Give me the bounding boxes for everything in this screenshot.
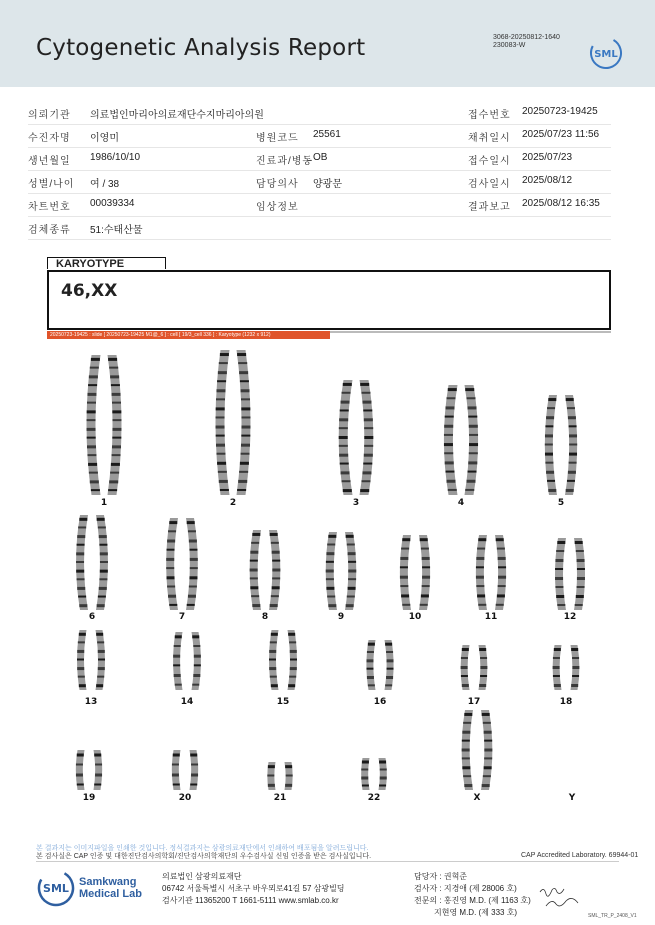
chromosome-label: 14 [180, 697, 194, 707]
chromosome-label: 3 [352, 498, 360, 508]
info-label: 채취일시 [468, 133, 511, 144]
info-label: 차트번호 [28, 202, 71, 213]
chromosome-label: X [473, 793, 481, 803]
cap-accreditation: CAP Accredited Laboratory. 69944-01 [521, 852, 639, 859]
chromosome-label: 18 [559, 697, 573, 707]
chromosome-pair-17 [461, 645, 488, 690]
info-label: 수진자명 [28, 133, 71, 144]
info-label: 검사일시 [468, 179, 511, 190]
chromosome-label: 5 [557, 498, 565, 508]
footer-print-notice: 본 결과지는 이미지파일을 인쇄한 것입니다. 정식결과지는 삼광의료재단에서 인쇄하여 배포됨을 알려드립니다. [36, 845, 369, 852]
chromosome-label: 19 [82, 793, 96, 803]
info-value: 이영미 [90, 133, 119, 144]
chromosome-label: 1 [100, 498, 108, 508]
chromosome-label: 22 [367, 793, 381, 803]
info-label: 진료과/병동 [256, 156, 314, 167]
info-value: 51:수태산물 [90, 225, 143, 236]
chromosome-label: 4 [457, 498, 465, 508]
info-label: 의뢰기관 [28, 110, 71, 121]
info-label: 성별/나이 [28, 179, 75, 190]
info-label: 검체종류 [28, 225, 71, 236]
chromosome-label: 16 [373, 697, 387, 707]
chromosome-label: 15 [276, 697, 290, 707]
chromosome-label: 17 [467, 697, 481, 707]
sml-logo [589, 36, 623, 70]
karyotype-result-box [47, 270, 611, 330]
chromosome-pair-14 [173, 632, 201, 690]
info-label: 접수일시 [468, 156, 511, 167]
karyotype-label: KARYOTYPE [47, 257, 166, 269]
chromosome-label: 11 [484, 612, 498, 622]
footer-accreditation-notice: 본 검사실은 CAP 인증 및 대한진단검사의학회/진단검사의학재단의 우수검사실 신임 인증을 받은 검사실입니다. [36, 853, 372, 860]
handwritten-signature [536, 882, 586, 912]
info-value: 20250723-19425 [522, 106, 598, 117]
karyotype-image-caption [47, 331, 611, 339]
chromosome-pair-15 [269, 630, 297, 690]
sml-bottom-logo-text: SML [43, 882, 69, 895]
info-value: 00039334 [90, 198, 135, 209]
chromosome-pair-5 [545, 395, 577, 495]
report-header [0, 0, 655, 87]
info-row [28, 101, 611, 125]
report-title: Cytogenetic Analysis Report [36, 35, 366, 61]
info-label: 임상정보 [256, 202, 299, 213]
chromosome-pair-9 [326, 532, 357, 610]
chromosome-label: 13 [84, 697, 98, 707]
karyotype-value: 46,XX [61, 281, 118, 301]
caption-divider [330, 331, 611, 333]
info-value: 양광문 [313, 179, 342, 190]
info-value: 1986/10/10 [90, 152, 141, 163]
chromosome-label: Y [568, 793, 576, 803]
chromosome-label: 9 [337, 612, 345, 622]
chromosome-pair-18 [553, 645, 580, 690]
info-value: 여 / 38 [90, 179, 120, 190]
info-label: 접수번호 [468, 110, 511, 121]
info-value: 2025/08/12 [522, 175, 573, 186]
image-caption-text: 20250723-19425 : slide [ 20250723-19425 M1@_6 ] : cell [ 19/3_cell 336 ] : Karyotype (1232 x 912) [47, 331, 330, 339]
info-label: 병원코드 [256, 133, 299, 144]
info-value: OB [313, 152, 328, 163]
staff-signatures: 담당자 : 권혁준 검사자 : 지경애 (제 28006 호) 전문의 : 홍진영 M.D. (제 1163 호) 지현영 M.D. (제 333 호) [414, 872, 531, 917]
info-label: 결과보고 [468, 202, 511, 213]
chromosome-pair-10 [400, 535, 430, 610]
chromosome-label: 12 [563, 612, 577, 622]
chromosome-label: 7 [178, 612, 186, 622]
chromosome-pair-20 [172, 750, 198, 790]
chromosome-pair-4 [444, 385, 478, 495]
chromosome-pair-16 [366, 640, 393, 690]
chromosome-pair-13 [77, 630, 105, 690]
chromosome-pair-22 [361, 758, 387, 790]
chromosome-label: 2 [229, 498, 237, 508]
info-value: 2025/07/23 11:56 [522, 129, 600, 140]
chromosome-pair-3 [339, 380, 374, 495]
chromosome-pair-19 [76, 750, 102, 790]
info-value: 2025/08/12 16:35 [522, 198, 600, 209]
chromosome-pair-6 [76, 515, 108, 610]
chromosome-pair-21 [267, 762, 292, 790]
chromosome-pair-8 [250, 530, 281, 610]
chromosome-pair-2 [216, 350, 251, 495]
chromosome-pair-11 [476, 535, 506, 610]
chromosome-pair-12 [555, 538, 585, 610]
footer-divider [36, 861, 619, 862]
chromosome-label: 21 [273, 793, 287, 803]
info-value: 의료법인마리아의료재단수지마리아의원 [90, 110, 264, 121]
sml-logo-text: SML [594, 49, 618, 60]
info-label: 담당의사 [256, 179, 299, 190]
info-row [28, 170, 611, 194]
document-id: 3068-20250812-1640 230083-W [493, 34, 560, 49]
chromosome-label: 8 [261, 612, 269, 622]
chromosome-pair-1 [87, 355, 122, 495]
chromosome-label: 6 [88, 612, 96, 622]
chromosome-label: 10 [408, 612, 422, 622]
info-value: 25561 [313, 129, 341, 140]
info-row [28, 216, 611, 240]
lab-address: 의료법인 삼광의료재단 06742 서울특별시 서초구 바우뫼로41길 57 삼광빌딩 검사기관 11365200 T 1661-5111 www.smlab.co.kr [162, 872, 345, 905]
document-version: SML_TR_P_2408_V1 [588, 913, 637, 919]
chromosome-pair-X [462, 710, 493, 790]
info-value: 2025/07/23 [522, 152, 573, 163]
info-row [28, 124, 611, 148]
karyogram-image [0, 345, 655, 810]
info-row [28, 147, 611, 171]
brand-name: Samkwang Medical Lab [79, 876, 142, 900]
info-label: 생년월일 [28, 156, 71, 167]
info-row [28, 193, 611, 217]
chromosome-pair-7 [166, 518, 198, 610]
chromosome-label: 20 [178, 793, 192, 803]
sml-bottom-logo [36, 868, 76, 908]
